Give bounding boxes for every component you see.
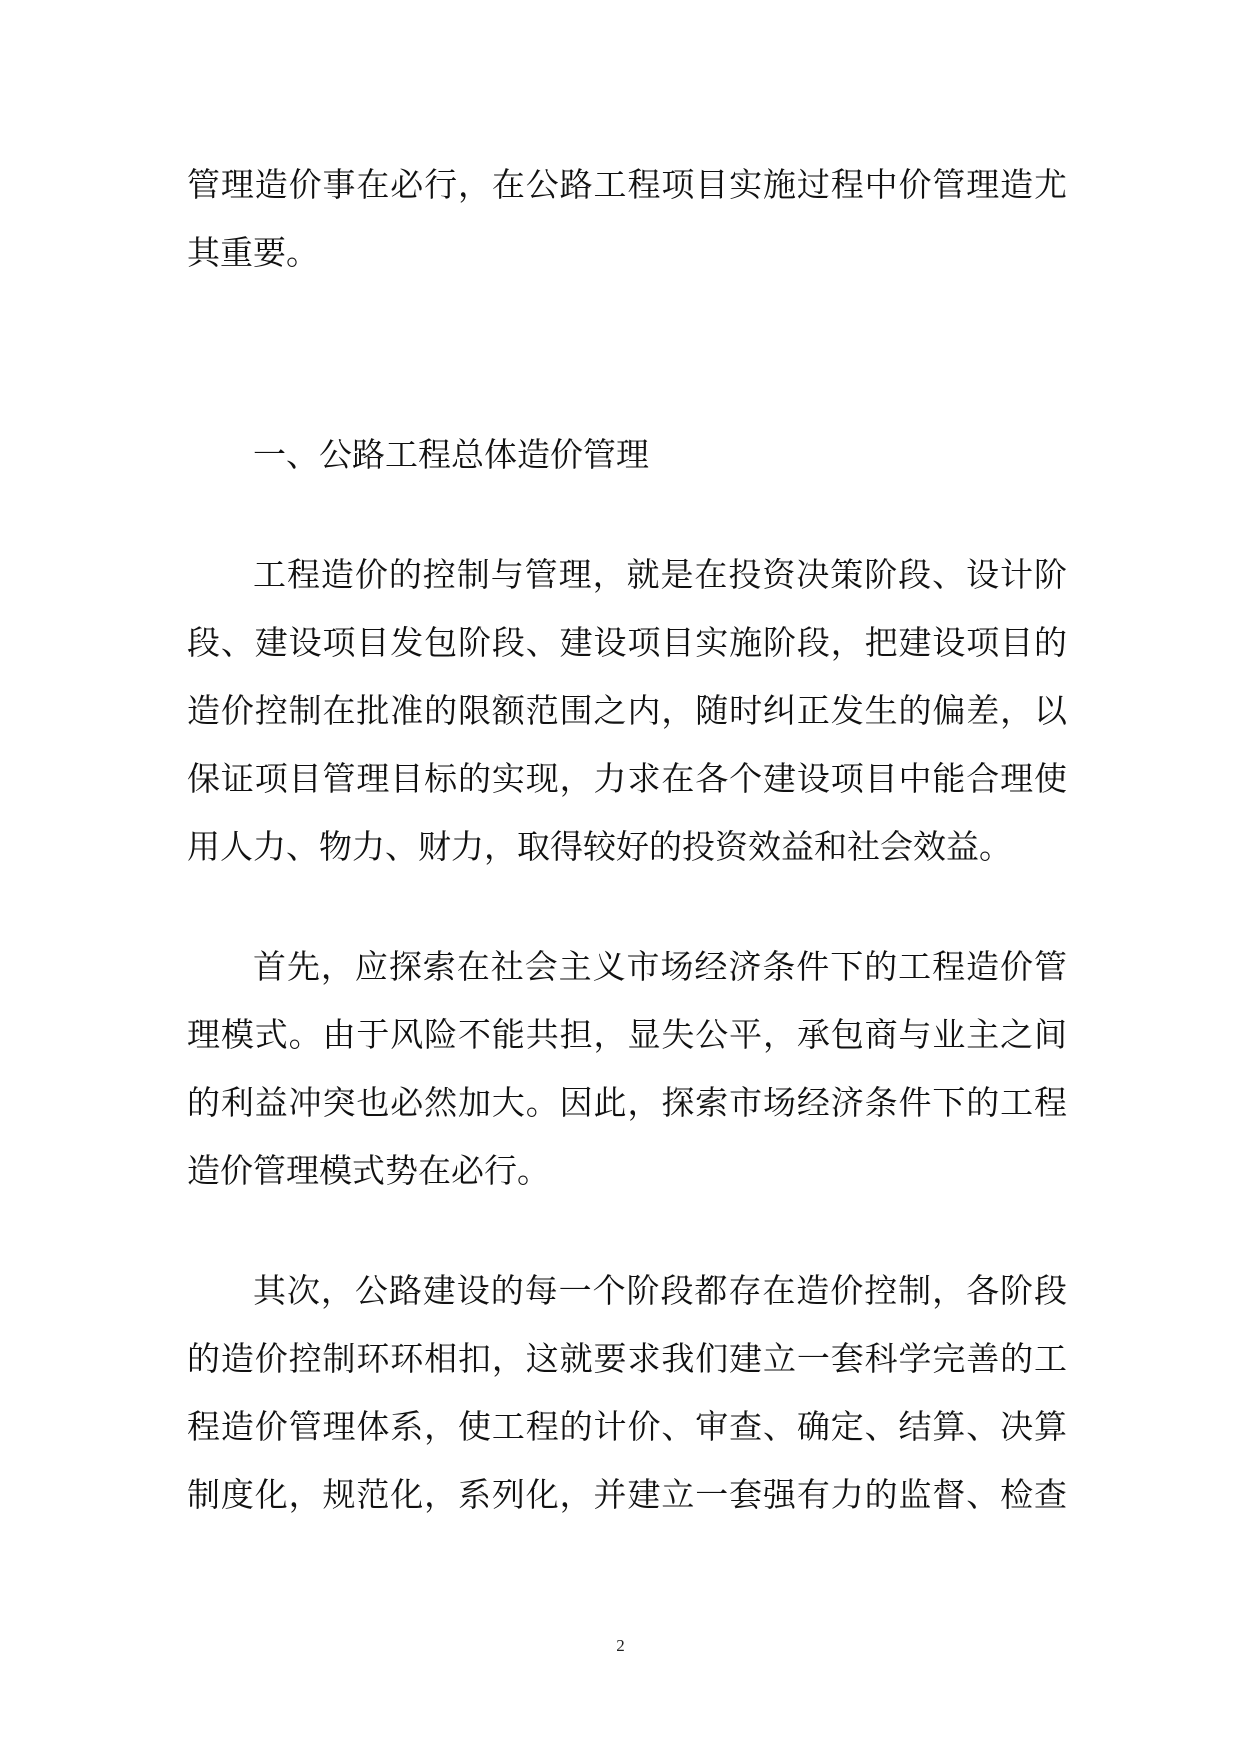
- text-line: 工程造价的控制与管理，就是在投资决策阶段、设计阶: [253, 555, 1067, 594]
- text-line: 用人力、物力、财力，取得较好的投资效益和社会效益。: [187, 827, 1012, 866]
- text-line: 的造价控制环环相扣，这就要求我们建立一套科学完善的工: [187, 1339, 1067, 1378]
- text-line: 理模式。由于风险不能共担，显失公平，承包商与业主之间: [187, 1015, 1067, 1054]
- text-line: 造价控制在批准的限额范围之内，随时纠正发生的偏差，以: [187, 691, 1067, 730]
- text-line: 的利益冲突也必然加大。因此，探索市场经济条件下的工程: [187, 1083, 1067, 1122]
- text-line: 首先，应探索在社会主义市场经济条件下的工程造价管: [253, 947, 1067, 986]
- text-line: 造价管理模式势在必行。: [187, 1151, 550, 1190]
- text-line: 制度化，规范化，系列化，并建立一套强有力的监督、检查: [187, 1475, 1067, 1514]
- text-line: 保证项目管理目标的实现，力求在各个建设项目中能合理使: [187, 759, 1067, 798]
- text-line: 段、建设项目发包阶段、建设项目实施阶段，把建设项目的: [187, 623, 1067, 662]
- text-line: 程造价管理体系，使工程的计价、审查、确定、结算、决算: [187, 1407, 1067, 1446]
- page-number: 2: [616, 1636, 625, 1655]
- text-line: 其重要。: [187, 233, 319, 272]
- section-heading: 一、公路工程总体造价管理: [253, 435, 649, 474]
- text-line: 管理造价事在必行，在公路工程项目实施过程中价管理造尤: [187, 165, 1067, 204]
- text-line: 其次，公路建设的每一个阶段都存在造价控制，各阶段: [253, 1271, 1067, 1310]
